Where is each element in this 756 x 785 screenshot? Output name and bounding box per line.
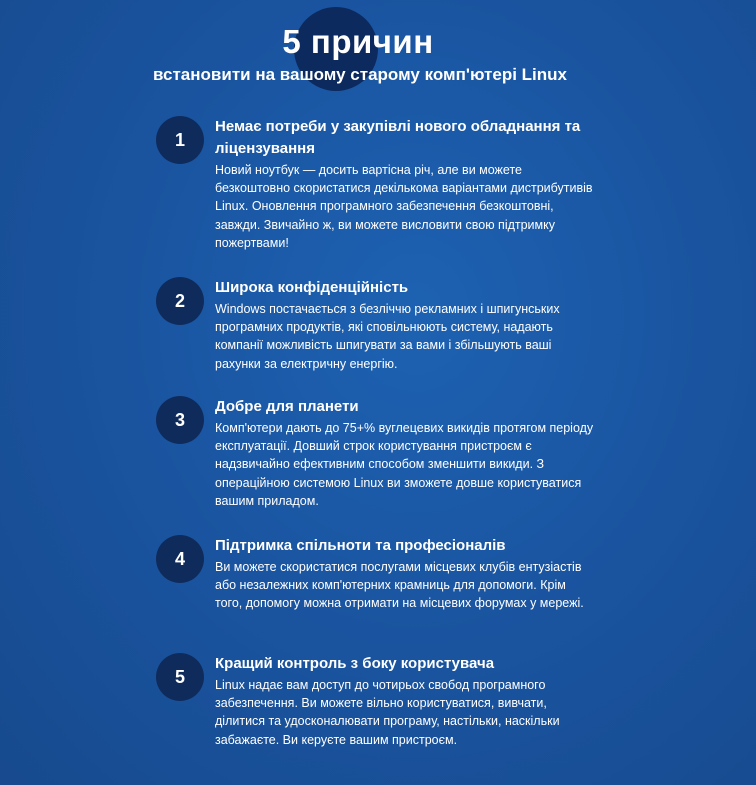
reason-number-badge: 3 [156,396,204,444]
reason-text: Новий ноутбук — досить вартісна річ, але ви можете безкоштовно скористатися декількома варіантами дистрибутивів Linux. Оновлення програмного забезпечення безкоштовні, завжди. Звичайно ж, ви можете висловити свою підтримку пожертвами! [215,163,593,250]
reason-content [215,116,595,252]
page-title: 5 причин [282,23,434,60]
reason-text: Ви можете скористатися послугами місцевих клубів ентузіастів або незалежних комп'ютерних крамниць для допомоги. Крім того, допомогу можна отримати на місцевих форумах у мережі. [215,560,584,611]
reason-text: Windows постачається з безліччю рекламних і шпигунських програмних продуктів, які сповільнюють систему, надають компанії можливість шпигувати за вами і збільшують ваші рахунки за електричну енергію. [215,302,560,371]
reason-number-badge: 1 [156,116,204,164]
page-header [0,0,756,100]
reason-content [215,396,595,510]
reason-number-badge: 4 [156,535,204,583]
reason-title: Добре для планети [215,398,359,415]
reason-title: Підтримка спільноти та професіоналів [215,537,506,554]
reason-title: Широка конфіденційність [215,279,409,296]
reason-text: Linux надає вам доступ до чотирьох свобод програмного забезпечення. Ви можете вільно користуватися, вивчати, ділитися та удосконалювати програму, настільки, наскільки забажаєте. Ви керуєте вашим пристроєм. [215,678,560,747]
reason-content [215,653,595,749]
reason-number-badge: 2 [156,277,204,325]
page-subtitle: встановити на вашому старому комп'ютері Linux [153,65,567,84]
reason-text: Комп'ютери дають до 75+% вуглецевих викидів протягом періоду експлуатації. Довший строк користування пристроєм є надзвичайно ефективним способом зменшити викиди. З операційною системою Linux ви зможете довше користуватися вашим приладом. [215,421,594,508]
reason-number-badge: 5 [156,653,204,701]
reason-title: Немає потреби у закупівлі нового обладнання та ліцензування [215,118,581,157]
reason-content [215,277,595,373]
reason-content [215,535,595,613]
reason-title: Кращий контроль з боку користувача [215,655,495,672]
